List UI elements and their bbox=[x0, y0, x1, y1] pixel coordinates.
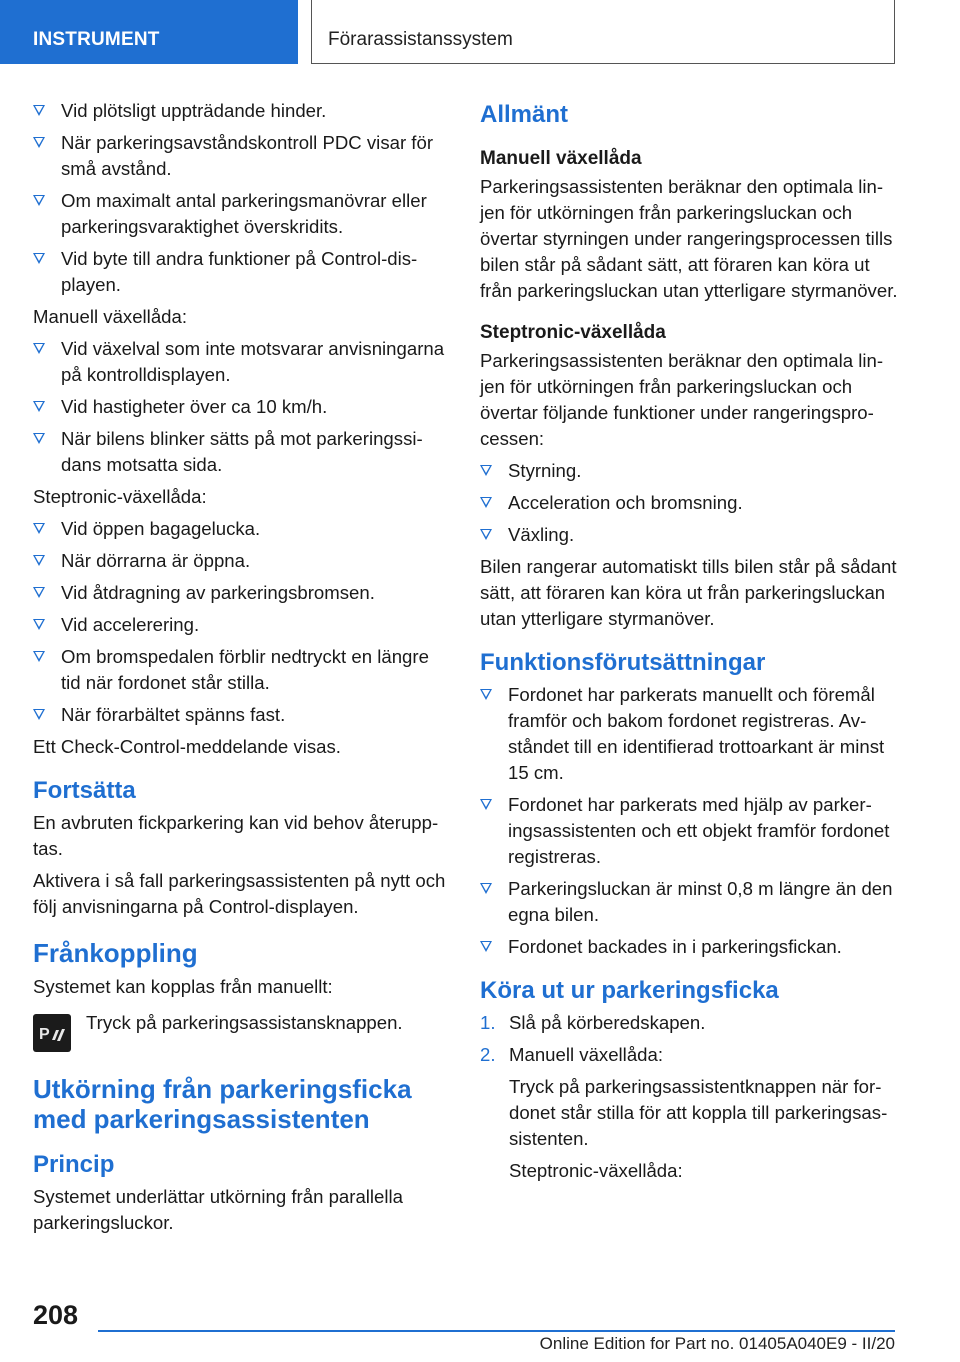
triangle-bullet-icon bbox=[33, 651, 45, 662]
button-instruction-text: Tryck på parkeringsassistansknappen. bbox=[86, 1012, 403, 1033]
triangle-bullet-icon bbox=[33, 433, 45, 444]
header-chapter: Förarassistanssystem bbox=[311, 0, 895, 64]
step-item: 1. Slå på körberedskapen. bbox=[480, 1012, 706, 1033]
list-item: Om maximalt antal parkeringsmanövrar eller parkeringsvaraktighet överskridits. bbox=[33, 188, 451, 240]
princip-text: Systemet underlättar utkörning från parallella parkeringsluckor. bbox=[33, 1186, 404, 1233]
list-item: Vid accelerering. bbox=[33, 612, 451, 638]
manual-text: Parkeringsassistenten beräknar den optimala linjen för utkörningen från parkeringsluckan och övertar styrningen under rangeringsprocessen tills bilen står på sådant sätt, att föraren kan köra ut från parkeringsluckan utan ytterligare styrmanöver. bbox=[480, 176, 898, 301]
list-item: När bilens blinker sätts på mot parkeringssidans motsatta sida. bbox=[33, 426, 451, 478]
triangle-bullet-icon bbox=[33, 137, 45, 148]
triangle-bullet-icon bbox=[480, 941, 492, 952]
triangle-bullet-icon bbox=[33, 401, 45, 412]
list-item: Parkeringsluckan är minst 0,8 m längre än den egna bilen. bbox=[480, 876, 900, 928]
list-item: När parkeringsavståndskontroll PDC visar för små avstånd. bbox=[33, 130, 451, 182]
fortsatta-text-2: Aktivera i så fall parkeringsassistenten på nytt och följ anvisningarna på Control-displayen. bbox=[33, 870, 446, 917]
left-column bbox=[33, 98, 451, 1242]
triangle-bullet-icon bbox=[33, 619, 45, 630]
list-item: Om bromspedalen förblir nedtryckt en längre tid när fordonet står stilla. bbox=[33, 644, 451, 696]
list-item: Vid växelval som inte motsvarar anvisningarna på kontrolldisplayen. bbox=[33, 336, 451, 388]
list-item: Vid öppen bagagelucka. bbox=[33, 516, 451, 542]
triangle-bullet-icon bbox=[480, 689, 492, 700]
triangle-bullet-icon bbox=[480, 883, 492, 894]
triangle-bullet-icon bbox=[33, 523, 45, 534]
list-item: Fordonet backades in i parkeringsfickan. bbox=[480, 934, 900, 960]
list-item: Styrning. bbox=[480, 458, 900, 484]
triangle-bullet-icon bbox=[480, 799, 492, 810]
list-item: När dörrarna är öppna. bbox=[33, 548, 451, 574]
manual-heading: Manuell växellåda bbox=[480, 148, 642, 169]
list-item: Fordonet har parkerats med hjälp av parkeringsassistenten och ett objekt framför fordonet registreras. bbox=[480, 792, 900, 870]
fortsatta-text-1: En avbruten fickparkering kan vid behov återupptas. bbox=[33, 812, 439, 859]
steptronic-text: Parkeringsassistenten beräknar den optimala linjen för utkörningen från parkeringsluckan och övertar följande funktioner under rangeringsprocessen: bbox=[480, 350, 884, 449]
manual-label: Manuell växellåda: bbox=[33, 306, 188, 327]
list-item: Växling. bbox=[480, 522, 900, 548]
svg-text:P: P bbox=[39, 1026, 50, 1043]
list-item: När förarbältet spänns fast. bbox=[33, 702, 451, 728]
list-item: Vid hastigheter över ca 10 km/h. bbox=[33, 394, 451, 420]
footer-edition: Online Edition for Part no. 01405A040E9 - II/20 bbox=[539, 1334, 895, 1353]
parking-assist-button-icon bbox=[33, 1014, 71, 1052]
right-column bbox=[480, 98, 900, 1190]
step2-detail: Tryck på parkeringsassistentknappen när fordonet står stilla för att koppla till parkeringsassistenten. bbox=[509, 1076, 888, 1149]
cc-message: Ett Check-Control-meddelande visas. bbox=[33, 736, 341, 757]
header-section: INSTRUMENT bbox=[0, 0, 298, 64]
funk-heading: Funktionsförutsättningar bbox=[480, 649, 766, 676]
fortsatta-heading: Fortsätta bbox=[33, 777, 136, 804]
princip-heading: Princip bbox=[33, 1151, 115, 1178]
triangle-bullet-icon bbox=[33, 105, 45, 116]
kora-heading: Köra ut ur parkeringsficka bbox=[480, 977, 779, 1004]
list-item: Vid byte till andra funktioner på Control-displayen. bbox=[33, 246, 451, 298]
triangle-bullet-icon bbox=[33, 195, 45, 206]
step-item: 2. Manuell växellåda: bbox=[480, 1044, 664, 1065]
list-item: Vid åtdragning av parkeringsbromsen. bbox=[33, 580, 451, 606]
triangle-bullet-icon bbox=[33, 555, 45, 566]
utkorning-heading: Utkörning från parkeringsficka med parkeringsassistenten bbox=[33, 1074, 412, 1134]
triangle-bullet-icon bbox=[33, 343, 45, 354]
steptronic-heading: Steptronic-växellåda bbox=[480, 322, 666, 343]
steptronic-label: Steptronic-växellåda: bbox=[33, 486, 207, 507]
list-item: Fordonet har parkerats manuellt och föremål framför och bakom fordonet registreras. Avståndet till en identifierad trottoarkant är minst 15 cm. bbox=[480, 682, 900, 786]
step2-steptronic: Steptronic-växellåda: bbox=[509, 1160, 683, 1181]
frankoppling-heading: Frånkoppling bbox=[33, 938, 198, 968]
page-number: 208 bbox=[33, 1300, 79, 1330]
list-item: Acceleration och bromsning. bbox=[480, 490, 900, 516]
triangle-bullet-icon bbox=[33, 253, 45, 264]
triangle-bullet-icon bbox=[480, 465, 492, 476]
list-item: Vid plötsligt uppträdande hinder. bbox=[33, 98, 451, 124]
frankoppling-text: Systemet kan kopplas från manuellt: bbox=[33, 976, 333, 997]
triangle-bullet-icon bbox=[480, 529, 492, 540]
triangle-bullet-icon bbox=[33, 587, 45, 598]
allmant-heading: Allmänt bbox=[480, 101, 569, 128]
steptronic-after: Bilen rangerar automatiskt tills bilen står på sådant sätt, att föraren kan köra ut från parkeringsluckan utan ytterligare styrmanöver. bbox=[480, 556, 897, 629]
triangle-bullet-icon bbox=[480, 497, 492, 508]
triangle-bullet-icon bbox=[33, 709, 45, 720]
button-instruction bbox=[33, 1010, 451, 1056]
footer-divider bbox=[98, 1330, 895, 1332]
